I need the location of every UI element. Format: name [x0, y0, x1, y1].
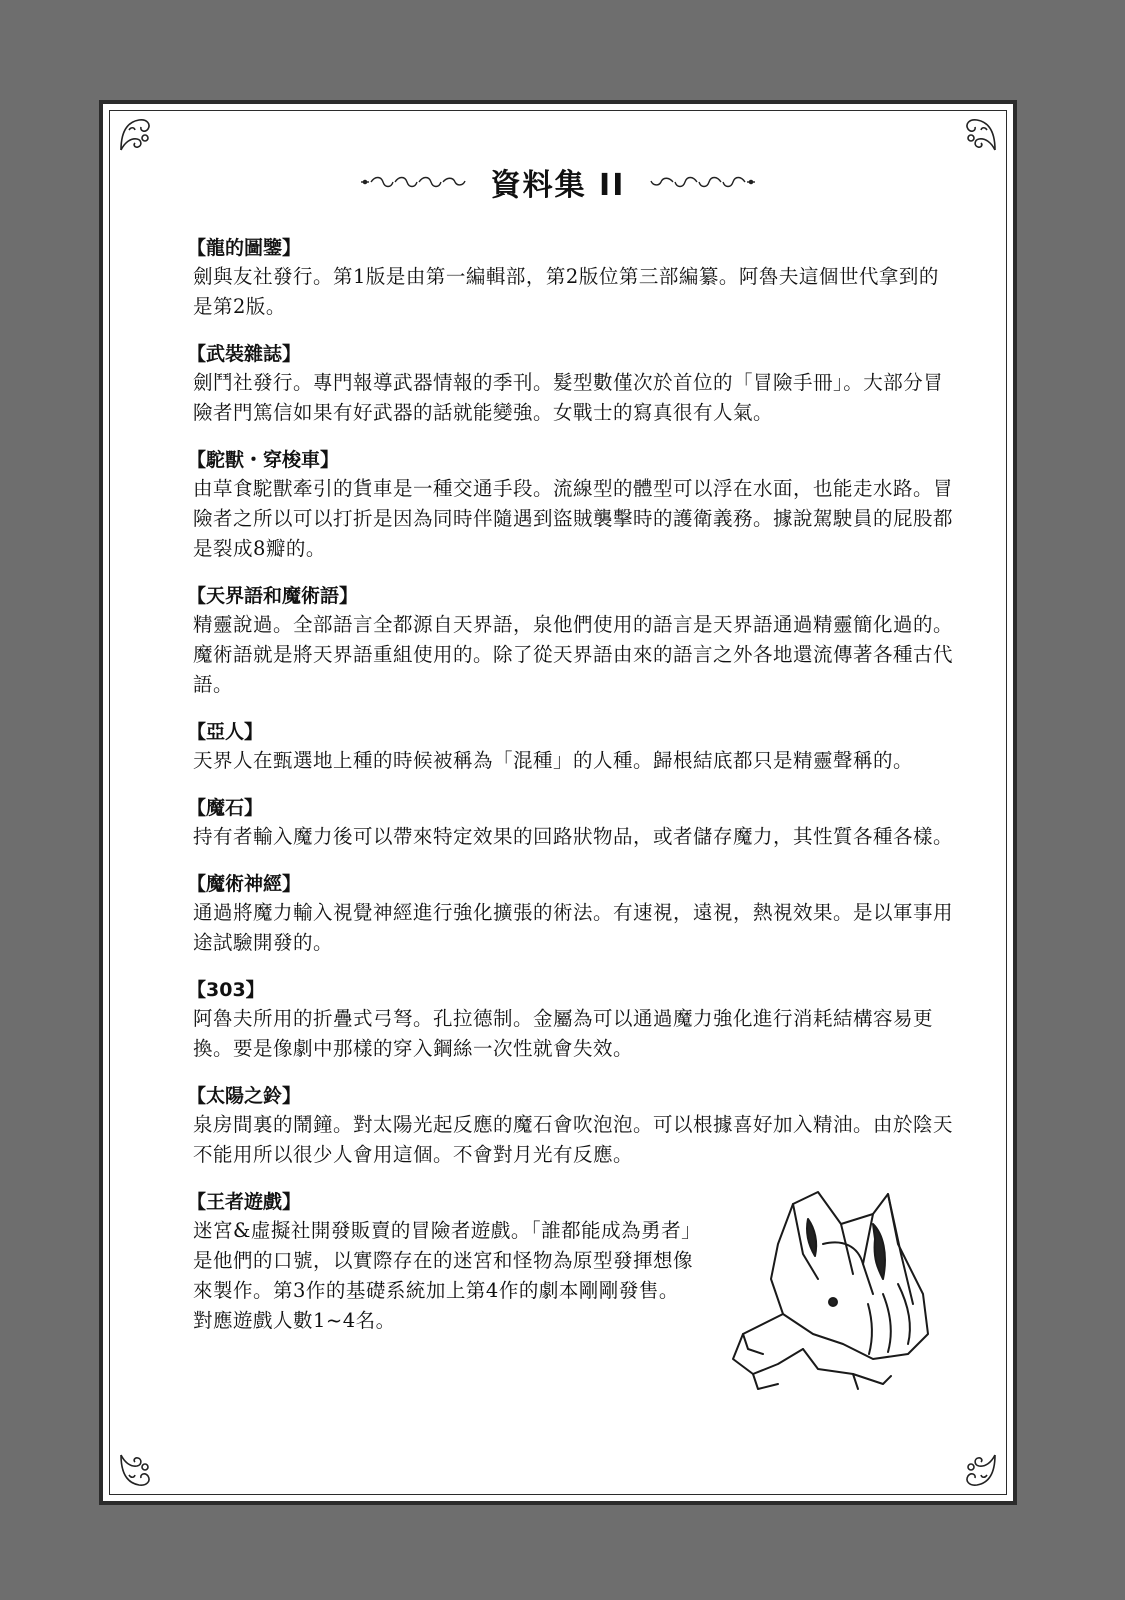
page-title: 資料集 II	[490, 168, 626, 203]
entry-body: 泉房間裏的鬧鐘。對太陽光起反應的魔石會吹泡泡。可以根據喜好加入精油。由於陰天不能用所以很少人會用這個。不會對月光有反應。	[193, 1113, 954, 1166]
glossary-entry	[187, 718, 953, 776]
entry-title: 【太陽之鈴】	[187, 1085, 302, 1107]
title-row	[103, 162, 1013, 202]
corner-ornament-icon	[115, 1449, 159, 1493]
entry-body: 精靈說過。全部語言全都源自天界語，泉他們使用的語言是天界語通過精靈簡化過的。魔術語就是將天界語重組使用的。除了從天界語由來的語言之外各地還流傳著各種古代語。	[193, 613, 954, 696]
entry-title: 【亞人】	[187, 721, 264, 743]
entry-body: 劍鬥社發行。專門報導武器情報的季刊。髮型數僅次於首位的「冒險手冊」。大部分冒險者門篤信如果有好武器的話就能變強。女戰士的寫真很有人氣。	[193, 371, 944, 424]
glossary-entry	[187, 794, 954, 852]
glossary-entry	[187, 976, 953, 1064]
entry-title: 【駝獸・穿梭車】	[187, 449, 340, 471]
entry-body: 持有者輸入魔力後可以帶來特定效果的回路狀物品，或者儲存魔力，其性質各種各樣。	[193, 825, 954, 848]
entry-title: 【武裝雜誌】	[187, 343, 302, 365]
entry-body: 迷宮&虛擬社開發販賣的冒險者遊戲。「誰都能成為勇者」是他們的口號，以實際存在的迷宮和怪物為原型發揮想像來製作。第3作的基礎系統加上第4作的劇本剛剛發售。對應遊戲人數1~4名。	[193, 1219, 694, 1332]
entry-body: 劍與友社發行。第1版是由第一編輯部，第2版位第三部編纂。阿魯夫這個世代拿到的是第2版。	[193, 265, 939, 318]
glossary-entry	[187, 340, 953, 428]
glossary-entry	[187, 582, 954, 700]
glossary-entry	[187, 446, 954, 564]
corner-ornament-icon	[957, 112, 1001, 156]
entry-title: 【魔石】	[187, 797, 264, 819]
entry-body: 阿魯夫所用的折疊式弓弩。孔拉德制。金屬為可以通過魔力強化進行消耗結構容易更換。要是像劇中那樣的穿入鋼絲一次性就會失效。	[193, 1007, 934, 1060]
glossary-entry	[187, 1082, 954, 1170]
entry-title: 【天界語和魔術語】	[187, 585, 359, 607]
corner-ornament-icon	[115, 112, 159, 156]
corner-ornament-icon	[957, 1449, 1001, 1493]
entry-body: 由草食駝獸牽引的貨車是一種交通手段。流線型的體型可以浮在水面，也能走水路。冒險者之所以可以打折是因為同時伴隨遇到盜賊襲擊時的護衛義務。據說駕駛員的屁股都是裂成8瓣的。	[193, 477, 954, 560]
glossary-entry	[187, 870, 954, 958]
entry-body: 天界人在甄選地上種的時候被稱為「混種」的人種。歸根結底都只是精靈聲稱的。	[193, 749, 914, 772]
entry-title: 【魔術神經】	[187, 873, 302, 895]
document-page	[99, 100, 1017, 1505]
entry-body: 通過將魔力輸入視覺神經進行強化擴張的術法。有速視，遠視，熱視效果。是以軍事用途試驗開發的。	[193, 901, 954, 954]
entry-title: 【303】	[187, 979, 265, 1001]
title-flourish-left-icon	[359, 172, 469, 192]
helmet-illustration-icon	[723, 1184, 938, 1399]
entry-title: 【王者遊戲】	[187, 1191, 302, 1213]
entry-title: 【龍的圖鑒】	[187, 237, 302, 259]
glossary-entry	[187, 234, 953, 322]
title-flourish-right-icon	[647, 172, 757, 192]
